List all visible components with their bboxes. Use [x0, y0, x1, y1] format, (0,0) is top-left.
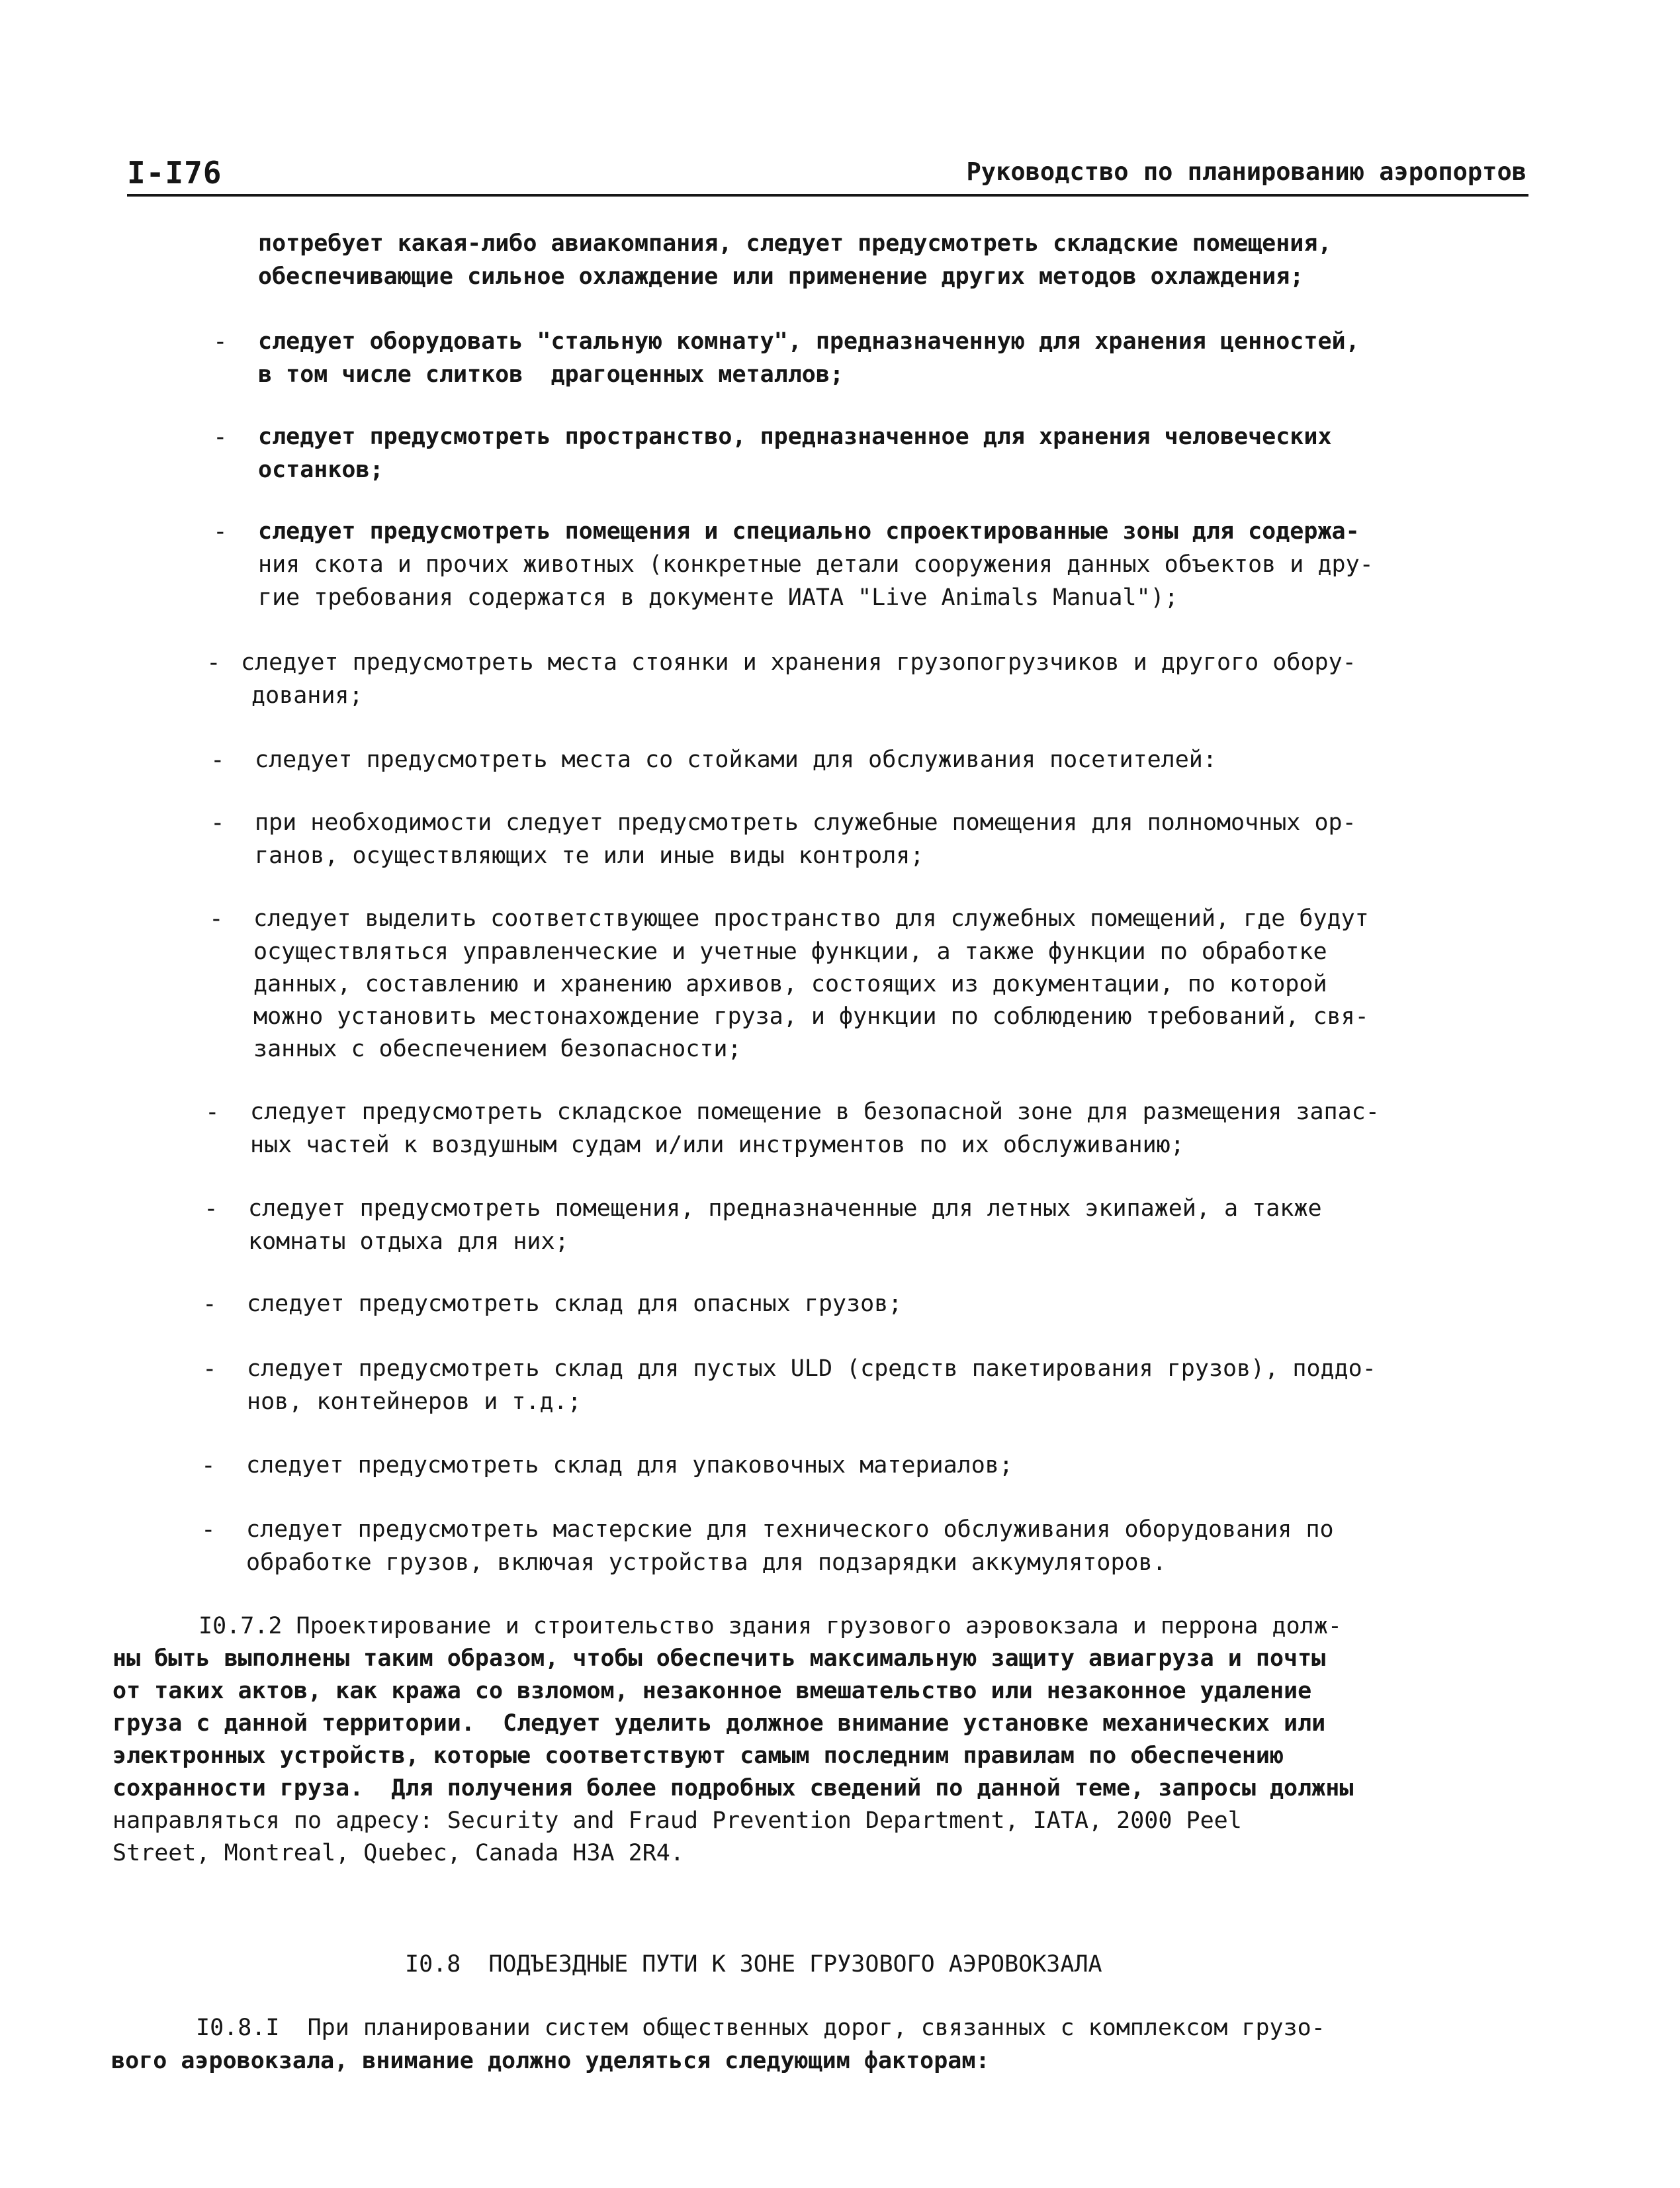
bullet-text: можно установить местонахождение груза, и функции по соблюдению требований, свя- [253, 1003, 1369, 1030]
bullet-text: следует предусмотреть склад для упаковочных материалов; [246, 1452, 1013, 1479]
bullet-dash: - [213, 518, 228, 545]
bullet-text: следует предусмотреть склад для опасных грузов; [247, 1291, 903, 1317]
bullet-dash: - [209, 905, 224, 933]
bullet-dash: - [202, 1291, 217, 1318]
intro-line: обеспечивающие сильное охлаждение или применение других методов охлаждения; [258, 263, 1304, 290]
bullet-dash: - [204, 1195, 218, 1222]
bullet-text: останков; [258, 457, 384, 483]
bullet-text: дования; [251, 682, 363, 709]
paragraph-line: от таких актов, как кража со взломом, незаконное вмешательство или незаконное удаление [112, 1678, 1312, 1704]
bullet-text: следует предусмотреть мастерские для технического обслуживания оборудования по [246, 1516, 1334, 1543]
bullet-text: ния скота и прочих животных (конкретные детали сооружения данных объектов и дру- [258, 551, 1374, 578]
bullet-text: следует предусмотреть помещения, предназначенные для летных экипажей, а также [248, 1195, 1322, 1222]
paragraph-line: электронных устройств, которые соответствуют самым последним правилам по обеспечению [112, 1743, 1284, 1769]
bullet-text: при необходимости следует предусмотреть служебные помещения для полномочных ор- [255, 809, 1356, 836]
bullet-text: в том числе слитков драгоценных металлов; [258, 361, 844, 388]
page-number: I-I76 [127, 155, 222, 191]
bullet-text: комнаты отдыха для них; [248, 1228, 569, 1255]
header-rule [127, 194, 1528, 197]
bullet-text: следует предусмотреть пространство, предназначенное для хранения человеческих [258, 424, 1332, 450]
bullet-text: нов, контейнеров и т.д.; [247, 1389, 582, 1415]
paragraph-line: направляться по адресу: Security and Fraud Prevention Department, IATA, 2000 Peel [112, 1807, 1242, 1834]
bullet-text: следует предусмотреть складское помещение в безопасной зоне для размещения запас- [250, 1099, 1380, 1125]
bullet-text: ганов, осуществляющих те или иные виды контроля; [255, 843, 924, 869]
bullet-dash: - [210, 747, 225, 774]
bullet-dash: - [201, 1452, 216, 1479]
section-heading: I0.8 ПОДЪЕЗДНЫЕ ПУТИ К ЗОНЕ ГРУЗОВОГО АЭРОВОКЗАЛА [405, 1951, 1102, 1978]
bullet-text: следует оборудовать "стальную комнату", предназначенную для хранения ценностей, [258, 328, 1360, 355]
bullet-dash: - [202, 1355, 217, 1383]
paragraph-line: I0.8.I При планировании систем общественных дорог, связанных с комплексом грузо- [196, 2015, 1325, 2041]
bullet-text: осуществляться управленческие и учетные функции, а также функции по обработке [253, 938, 1327, 965]
bullet-dash: - [213, 424, 228, 451]
intro-line: потребует какая-либо авиакомпания, следует предусмотреть складские помещения, [258, 230, 1332, 257]
running-title: Руководство по планированию аэропортов [966, 158, 1526, 186]
paragraph-line: I0.7.2 Проектирование и строительство здания грузового аэровокзала и перрона долж- [199, 1613, 1342, 1639]
bullet-dash: - [210, 809, 225, 837]
bullet-text: следует выделить соответствующее пространство для служебных помещений, где будут [253, 905, 1369, 932]
bullet-text: следует предусмотреть склад для пустых ULD (средств пакетирования грузов), поддо- [247, 1355, 1376, 1382]
paragraph-line: вого аэровокзала, внимание должно уделяться следующим факторам: [111, 2048, 990, 2074]
bullet-dash: - [206, 649, 221, 676]
bullet-text: занных с обеспечением безопасности; [253, 1036, 742, 1062]
bullet-dash: - [205, 1099, 220, 1126]
bullet-dash: - [213, 328, 228, 355]
bullet-text: обработке грузов, включая устройства для подзарядки аккумуляторов. [246, 1549, 1167, 1576]
bullet-text: следует предусмотреть помещения и специально спроектированные зоны для содержа- [258, 518, 1360, 545]
bullet-text: следует предусмотреть места со стойками для обслуживания посетителей: [255, 747, 1217, 773]
bullet-text: ных частей к воздушным судам и/или инструментов по их обслуживанию; [250, 1132, 1184, 1158]
bullet-dash: - [201, 1516, 216, 1543]
bullet-text: данных, составлению и хранению архивов, состоящих из документации, по которой [253, 971, 1327, 997]
paragraph-line: сохранности груза. Для получения более подробных сведений по данной теме, запросы должны [112, 1775, 1354, 1801]
bullet-text: гие требования содержатся в документе ИАТА "Live Animals Manual"); [258, 584, 1178, 611]
paragraph-line: груза с данной территории. Следует уделить должное внимание установке механических или [112, 1710, 1326, 1737]
paragraph-line: Street, Montreal, Quebec, Canada H3A 2R4. [112, 1840, 684, 1866]
bullet-text: следует предусмотреть места стоянки и хранения грузопогрузчиков и другого обору- [241, 649, 1356, 676]
paragraph-line: ны быть выполнены таким образом, чтобы обеспечить максимальную защиту авиагруза и почты [112, 1645, 1326, 1672]
